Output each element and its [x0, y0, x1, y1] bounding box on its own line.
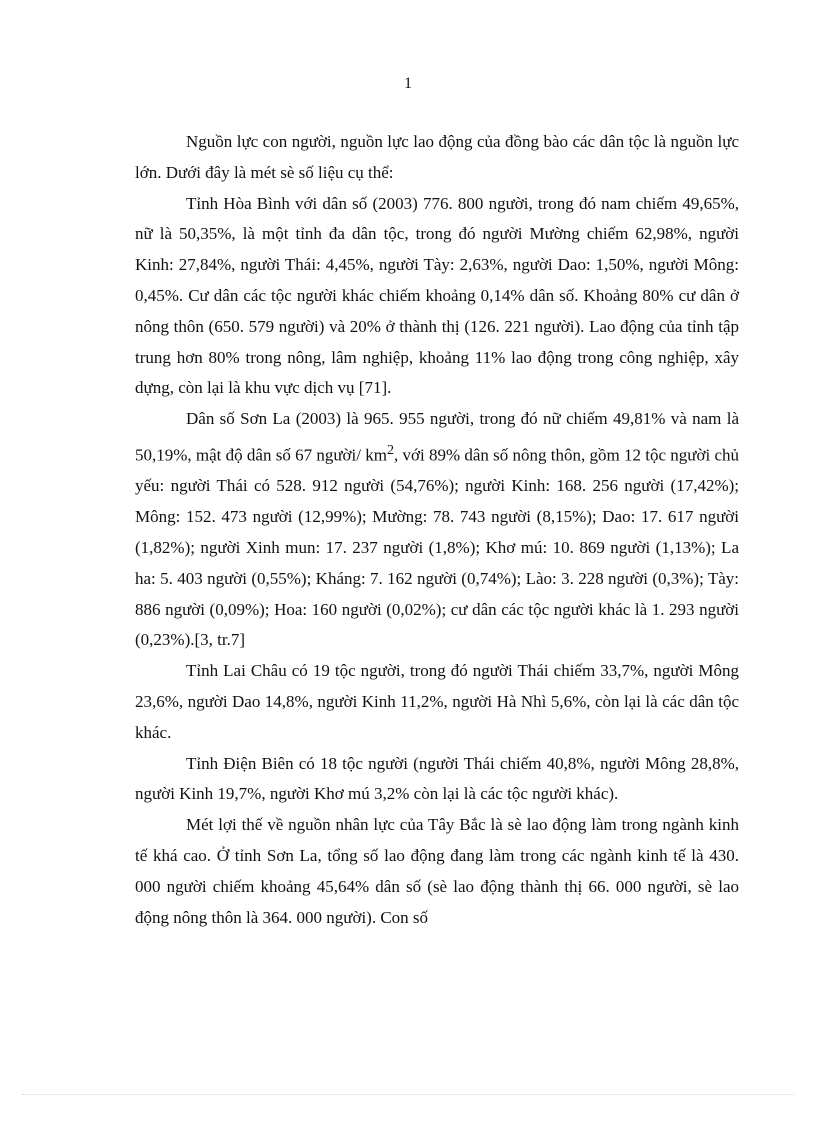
superscript-two: 2 [386, 441, 395, 458]
son-la-text-after: , với 89% dân số nông thôn, gồm 12 tộc người chủ yếu: người Thái có 528. 912 người (54,76%); người Kinh: 168. 256 người (17,42%); Mông: 152. 473 người (12,99%); Mường: 78. 743 người (8,15%); Dao: 17. 617 người (1,82%); người Xinh mun: 17. 237 người (1,8%); Khơ mú: 10. 869 người (1,13%); La ha: 5. 403 người (0,55%); Kháng: 7. 162 người (0,74%); Lào: 3. 228 người (0,3%); Tày: 886 người (0,09%); Hoa: 160 người (0,02%); cư dân các tộc người khác là 1. 293 người (0,23%).[3, tr.7] [135, 445, 739, 650]
paragraph-labor-advantage: Mét lợi thế về nguồn nhân lực của Tây Bắc là sè lao động làm trong ngành kinh tế khá cao. Ở tỉnh Sơn La, tổng số lao động đang làm trong các ngành kinh tế là 430. 000 người chiếm khoảng 45,64% dân số (sè lao động thành thị 66. 000 người, sè lao động nông thôn là 364. 000 người). Con số [135, 815, 739, 927]
son-la-text-before: Dân số Sơn La (2003) là 965. 955 người, trong đó nữ chiếm 49,81% và nam là 50,19%, mật độ dân số 67 người/ km [135, 409, 739, 465]
document-body [135, 127, 739, 933]
paragraph-lai-chau: Tỉnh Lai Châu có 19 tộc người, trong đó người Thái chiếm 33,7%, người Mông 23,6%, người Dao 14,8%, người Kinh 11,2%, người Hà Nhì 5,6%, còn lại là các dân tộc khác. [135, 661, 739, 742]
paragraph-dien-bien: Tỉnh Điện Biên có 18 tộc người (người Thái chiếm 40,8%, người Mông 28,8%, người Kinh 19,7%, người Khơ mú 3,2% còn lại là các tộc người khác). [135, 753, 739, 804]
paragraph-son-la [135, 404, 739, 656]
paragraph-human-resources: Nguồn lực con người, nguồn lực lao động của đồng bào các dân tộc là nguồn lực lớn. Dưới đây là mét sè số liệu cụ thể: [135, 132, 739, 182]
page-number: 1 [404, 75, 412, 92]
page-bottom-divider [22, 1094, 794, 1095]
paragraph-hoa-binh: Tỉnh Hòa Bình với dân số (2003) 776. 800 người, trong đó nam chiếm 49,65%, nữ là 50,35%, là một tỉnh đa dân tộc, trong đó người Mường chiếm 62,98%, người Kinh: 27,84%, người Thái: 4,45%, người Tày: 2,63%, người Dao: 1,50%, người Mông: 0,45%. Cư dân các tộc người khác chiếm khoảng 0,14% dân số. Khoảng 80% cư dân ở nông thôn (650. 579 người) và 20% ở thành thị (126. 221 người). Lao động của tỉnh tập trung hơn 80% trong nông, lâm nghiệp, khoảng 11% lao động trong công nghiệp, xây dựng, còn lại là khu vực dịch vụ [71]. [135, 193, 739, 398]
